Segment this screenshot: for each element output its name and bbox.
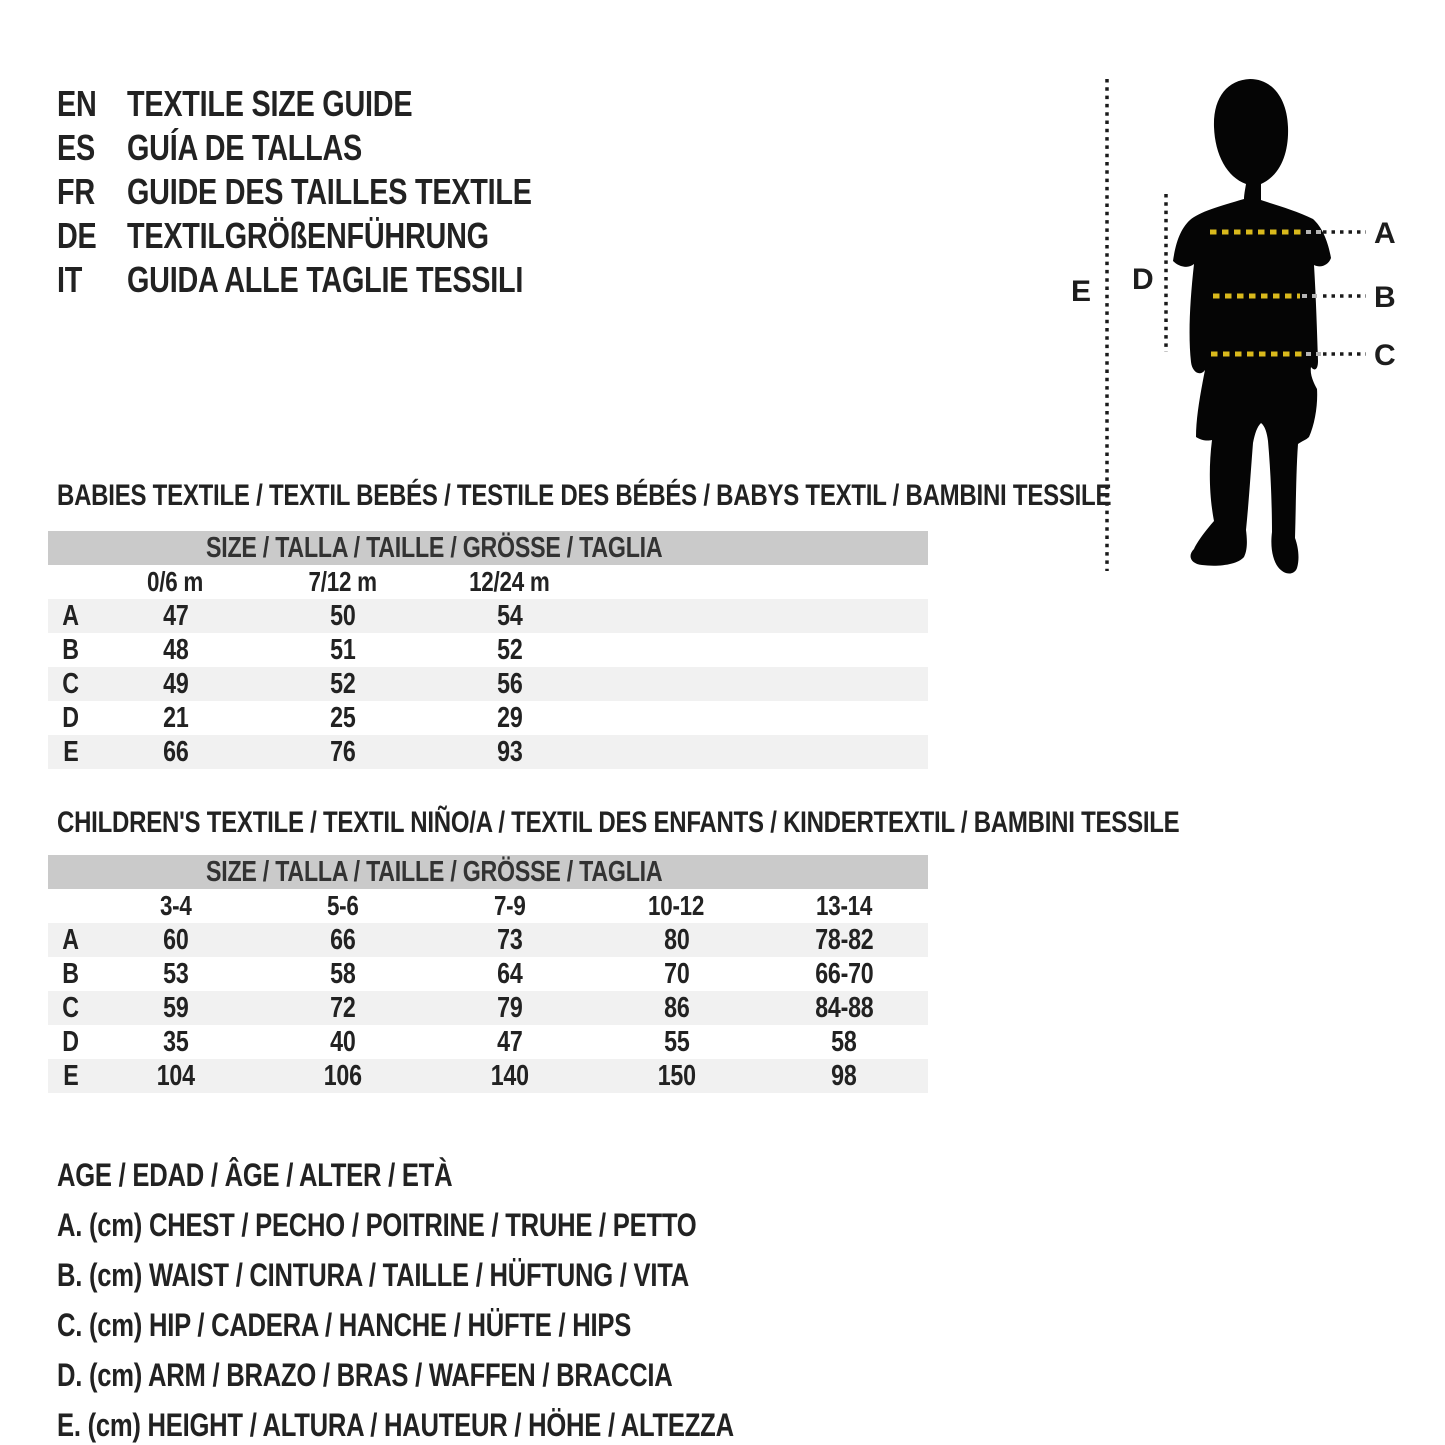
children-section-heading <box>57 806 1445 840</box>
babies-section-heading <box>57 479 1375 513</box>
babies-heading-text: BABIES TEXTILE / TEXTIL BEBÉS / TESTILE DES BÉBÉS / BABYS TEXTIL / BAMBINI TESSILE <box>57 479 1112 512</box>
table-row <box>48 735 928 769</box>
guide-title: GUÍA DE TALLAS <box>127 127 363 168</box>
label-d: D <box>1132 263 1154 296</box>
cell-value: 56 <box>496 668 523 700</box>
cell-value: 60 <box>162 924 189 956</box>
guide-title: GUIDE DES TAILLES TEXTILE <box>127 171 532 212</box>
cell-value: 106 <box>323 1060 362 1092</box>
guide-title: TEXTILE SIZE GUIDE <box>127 83 413 124</box>
legend-text: B. (cm) WAIST / CINTURA / TAILLE / HÜFTUNG / VITA <box>57 1257 690 1293</box>
legend-text: AGE / EDAD / ÂGE / ALTER / ETÀ <box>57 1157 453 1193</box>
row-label: D <box>62 702 79 734</box>
language-code: IT <box>57 259 83 300</box>
column-header: 13-14 <box>815 890 873 921</box>
cell-value: 47 <box>162 600 189 632</box>
cell-value: 53 <box>162 958 189 990</box>
label-e: E <box>1071 275 1092 308</box>
row-label: A <box>62 600 79 632</box>
cell-value: 76 <box>329 736 356 768</box>
cell-value: 21 <box>162 702 189 734</box>
table-row <box>48 991 928 1025</box>
cell-value: 59 <box>162 992 189 1024</box>
legend-line-waist <box>57 1250 903 1300</box>
label-c: C <box>1374 339 1396 372</box>
children-heading-text: CHILDREN'S TEXTILE / TEXTIL NIÑO/A / TEXTIL DES ENFANTS / KINDERTEXTIL / BAMBINI TESSILE <box>57 806 1180 839</box>
cell-value: 51 <box>329 634 356 666</box>
children-size-header-bar <box>48 855 928 889</box>
label-a: A <box>1374 217 1396 250</box>
column-header: 10-12 <box>648 890 705 921</box>
legend-text: C. (cm) HIP / CADERA / HANCHE / HÜFTE / HIPS <box>57 1307 632 1343</box>
children-size-table <box>48 855 928 1093</box>
babies-column-header-row <box>48 565 928 599</box>
legend-line-age <box>57 1150 903 1200</box>
column-header: 12/24 m <box>469 566 550 597</box>
language-code: ES <box>57 127 95 168</box>
cell-value: 58 <box>329 958 356 990</box>
language-code: DE <box>57 215 97 256</box>
cell-value: 66-70 <box>814 958 874 990</box>
legend-line-chest <box>57 1200 903 1250</box>
cell-value: 47 <box>496 1026 523 1058</box>
row-label: E <box>63 736 79 768</box>
cell-value: 52 <box>329 668 356 700</box>
babies-size-header-bar <box>48 531 928 565</box>
guide-title: GUIDA ALLE TAGLIE TESSILI <box>127 259 524 300</box>
legend-line-hip <box>57 1300 903 1350</box>
cell-value: 40 <box>329 1026 356 1058</box>
row-label: B <box>62 634 79 666</box>
cell-value: 25 <box>329 702 356 734</box>
legend-text: A. (cm) CHEST / PECHO / POITRINE / TRUHE / PETTO <box>57 1207 697 1243</box>
cell-value: 150 <box>657 1060 696 1092</box>
cell-value: 79 <box>496 992 523 1024</box>
table-row <box>48 1025 928 1059</box>
cell-value: 49 <box>162 668 189 700</box>
table-row <box>48 923 928 957</box>
size-header-label: SIZE / TALLA / TAILLE / GRÖSSE / TAGLIA <box>205 856 663 888</box>
language-code: EN <box>57 83 97 124</box>
cell-value: 55 <box>663 1026 690 1058</box>
cell-value: 29 <box>496 702 523 734</box>
table-row <box>48 1059 928 1093</box>
cell-value: 70 <box>663 958 690 990</box>
row-label: A <box>62 924 79 956</box>
cell-value: 84-88 <box>814 992 874 1024</box>
column-header: 5-6 <box>326 890 359 921</box>
babies-size-table <box>48 531 928 769</box>
cell-value: 80 <box>663 924 690 956</box>
language-code: FR <box>57 171 95 212</box>
row-label: B <box>62 958 79 990</box>
legend-line-height <box>57 1400 903 1445</box>
row-label: E <box>63 1060 79 1092</box>
cell-value: 54 <box>496 600 523 632</box>
column-header: 0/6 m <box>147 566 204 597</box>
cell-value: 35 <box>162 1026 189 1058</box>
measurement-legend <box>57 1150 903 1445</box>
table-row <box>48 667 928 701</box>
size-header-label: SIZE / TALLA / TAILLE / GRÖSSE / TAGLIA <box>205 532 663 564</box>
cell-value: 98 <box>831 1060 857 1092</box>
cell-value: 66 <box>329 924 356 956</box>
cell-value: 64 <box>496 958 523 990</box>
legend-line-arm <box>57 1350 903 1400</box>
column-header: 3-4 <box>159 890 192 921</box>
cell-value: 58 <box>831 1026 857 1058</box>
cell-value: 78-82 <box>814 924 874 956</box>
legend-text: D. (cm) ARM / BRAZO / BRAS / WAFFEN / BRACCIA <box>57 1357 673 1393</box>
cell-value: 104 <box>156 1060 195 1092</box>
cell-value: 93 <box>496 736 523 768</box>
cell-value: 86 <box>663 992 690 1024</box>
cell-value: 48 <box>162 634 189 666</box>
table-row <box>48 701 928 735</box>
children-column-header-row <box>48 889 928 923</box>
label-b: B <box>1374 281 1396 314</box>
cell-value: 72 <box>329 992 356 1024</box>
guide-title: TEXTILGRÖßENFÜHRUNG <box>127 215 489 256</box>
cell-value: 140 <box>490 1060 529 1092</box>
cell-value: 50 <box>329 600 356 632</box>
cell-value: 52 <box>496 634 523 666</box>
cell-value: 66 <box>162 736 189 768</box>
table-row <box>48 633 928 667</box>
table-row <box>48 957 928 991</box>
row-label: C <box>62 992 79 1024</box>
column-header: 7-9 <box>493 890 526 921</box>
table-row <box>48 599 928 633</box>
row-label: C <box>62 668 79 700</box>
row-label: D <box>62 1026 79 1058</box>
legend-text: E. (cm) HEIGHT / ALTURA / HAUTEUR / HÖHE / ALTEZZA <box>57 1407 734 1443</box>
column-header: 7/12 m <box>308 566 377 597</box>
cell-value: 73 <box>496 924 523 956</box>
